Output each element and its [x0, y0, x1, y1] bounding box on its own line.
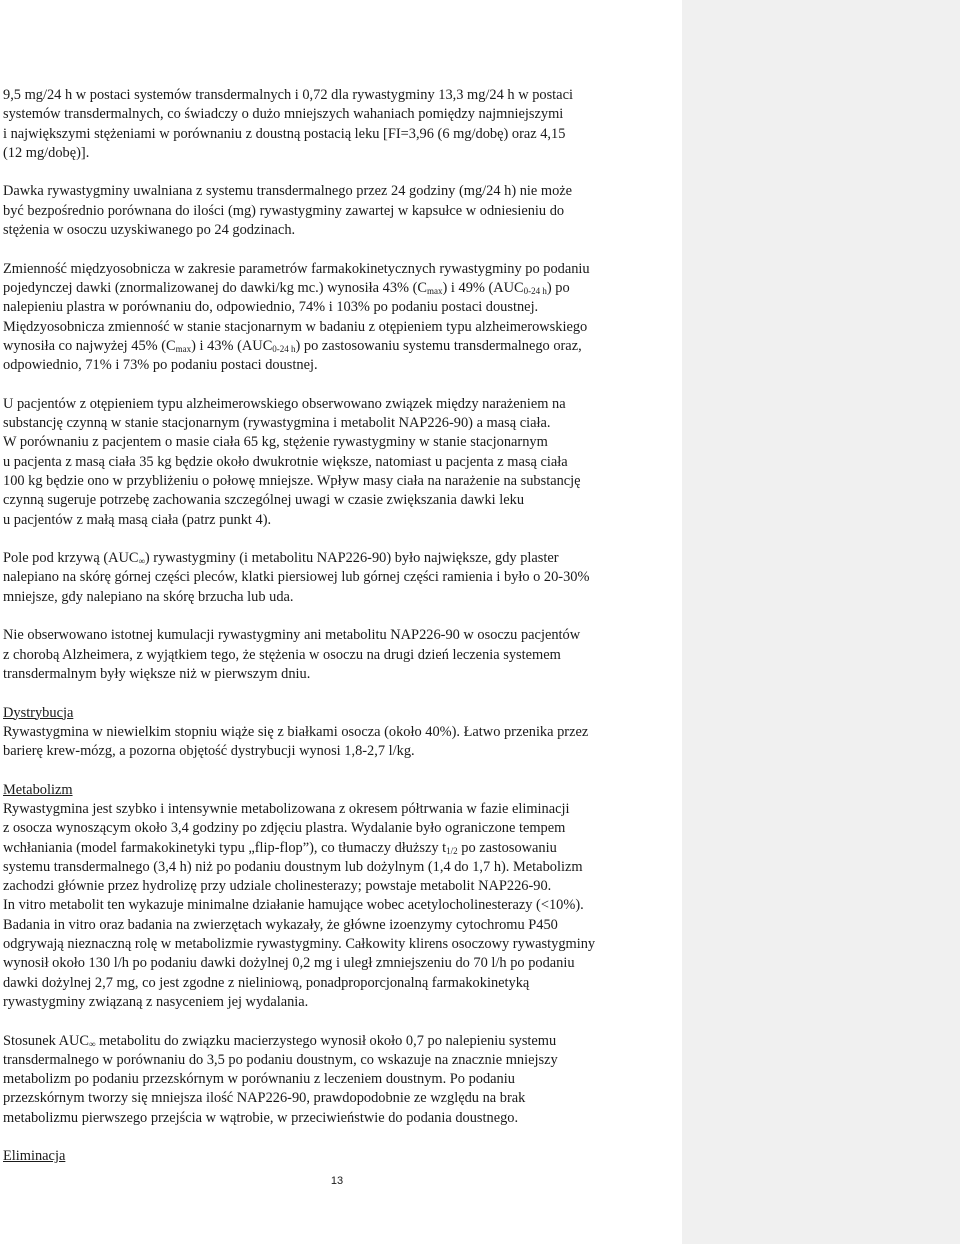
text-line: Rywastygmina jest szybko i intensywnie metabolizowana z okresem półtrwania w fazie eliminacji — [3, 800, 570, 817]
text-line: 9,5 mg/24 h w postaci systemów transdermalnych i 0,72 dla rywastygminy 13,3 mg/24 h w postaci — [3, 87, 573, 103]
text-line: z chorobą Alzheimera, z wyjątkiem tego, że stężenia w osoczu na drugi dzień leczenia systemem — [3, 646, 561, 663]
text-line: substancję czynną w stanie stacjonarnym (rywastygmina i metabolit NAP226-90) a masą ciała. — [3, 415, 551, 432]
document-body — [3, 86, 675, 1167]
text-line: systemów transdermalnych, co świadczy o dużo mniejszych wahaniach pomiędzy najmniejszymi — [3, 106, 564, 123]
text-line: Zmienność międzyosobnicza w zakresie parametrów farmakokinetycznych rywastygminy po podaniu — [3, 260, 590, 277]
text-line: mniejsze, gdy nalepiano na skórę brzucha lub uda. — [3, 588, 294, 605]
paragraph-variability — [3, 260, 675, 376]
text-line: W porównaniu z pacjentem o masie ciała 65 kg, stężenie rywastygminy w stanie stacjonarnym — [3, 434, 548, 451]
text-line: i największymi stężeniami w porównaniu z doustną postacią leku [FI=3,96 (6 mg/dobę) oraz 4,15 — [3, 125, 566, 142]
section-metabolism — [3, 781, 675, 1013]
section-heading-distribution: Dystrybucja — [3, 704, 74, 721]
comment-margin-pane — [682, 0, 960, 1244]
text-line: U pacjentów z otępieniem typu alzheimerowskiego obserwowano związek między narażeniem na — [3, 395, 566, 412]
text-line: przezskórnym tworzy się mniejsza ilość NAP226-90, prawdopodobnie ze względu na brak — [3, 1090, 526, 1107]
text-line: barierę krew-mózg, a pozorna objętość dystrybucji wynosi 1,8-2,7 l/kg. — [3, 743, 415, 760]
text-line: stężenia w osoczu uzyskiwanego po 24 godzinach. — [3, 222, 296, 239]
text-line: zachodzi głównie przez hydrolizę przy udziale cholinesterazy; powstaje metabolit NAP226-90. — [3, 878, 552, 895]
paragraph-auc-ratio — [3, 1032, 675, 1128]
text-line: wchłaniania (model farmakokinetyki typu „flip-flop”), co tłumaczy dłuższy $t_{1/2}$ po zastosowaniu — [3, 839, 557, 856]
section-heading-elimination: Eliminacja — [3, 1148, 66, 1165]
text-line: In vitro metabolit ten wykazuje minimalne działanie hamujące wobec acetylocholinesterazy (<10%). — [3, 897, 584, 914]
text-line: Badania in vitro oraz badania na zwierzętach wykazały, że główne izoenzymy cytochromu P450 — [3, 916, 558, 933]
text-line: (12 mg/dobę)]. — [3, 144, 90, 161]
text-line: metabolizm po podaniu przezskórnym w porównaniu z leczeniem doustnym. Po podaniu — [3, 1071, 515, 1088]
text-line: nalepiano na skórę górnej części pleców, klatki piersiowej lub górnej części ramienia i było o 20-30% — [3, 569, 590, 586]
text-line: rywastygminy związaną z nasyceniem jej wydalania. — [3, 993, 309, 1010]
section-distribution — [3, 704, 675, 762]
text-line: Pole pod krzywą $(AUC_\infty)$ rywastygminy (i metabolitu NAP226-90) było największe, gdy plaster — [3, 550, 559, 567]
text-line: metabolizmu pierwszego przejścia w wątrobie, w przeciwieństwie do podania doustnego. — [3, 1109, 519, 1126]
text-line: Nie obserwowano istotnej kumulacji rywastygminy ani metabolitu NAP226-90 w osoczu pacjentów — [3, 627, 581, 644]
text-line: transdermalnym były większe niż w pierwszym dniu. — [3, 665, 311, 682]
page-number: 13 — [330, 1175, 344, 1187]
text-line: wynosił około 130 l/h po podaniu dawki dożylnej 0,2 mg i uległ zmniejszeniu do 70 l/h po podaniu — [3, 955, 575, 972]
text-line: 100 kg będzie ono w przybliżeniu o połowę mniejsze. Wpływ masy ciała na narażenie na substancję — [3, 472, 581, 489]
text-line: transdermalnego w porównaniu do 3,5 po podaniu doustnym, co wskazuje na znacznie mniejszy — [3, 1051, 558, 1068]
text-line: dawki dożylnej 2,7 mg, co jest zgodne z nieliniową, ponadproporcjonalną farmakokinetyką — [3, 974, 530, 991]
text-line: systemu transdermalnego (3,4 h) niż po podaniu doustnym lub dożylnym (1,4 do 1,7 h). Metabolizm — [3, 858, 583, 875]
text-line: odgrywają nieznaczną rolę w metabolizmie rywastygminy. Całkowity klirens osoczowy rywastygminy — [3, 936, 596, 953]
text-line: z osocza wynoszącym około 3,4 godziny po zdjęciu plastra. Wydalanie było ograniczone tempem — [3, 820, 566, 837]
paragraph-application-site — [3, 549, 675, 607]
text-line: Dawka rywastygminy uwalniana z systemu transdermalnego przez 24 godziny (mg/24 h) nie może — [3, 183, 573, 200]
paragraph-dose-release — [3, 182, 675, 240]
text-line: pojedynczej dawki (znormalizowanej do dawki/kg mc.) wynosiła 43% $(C_{max})$ i 49% $(AUC_{0-24 h})$ po — [3, 279, 570, 296]
section-elimination — [3, 1147, 675, 1166]
paragraph-accumulation — [3, 626, 675, 684]
text-line: Międzyosobnicza zmienność w stanie stacjonarnym w badaniu z otępieniem typu alzheimerowskiego — [3, 318, 588, 335]
text-line: u pacjenta z masą ciała 35 kg będzie około dwukrotnie większe, natomiast u pacjenta z masą ciała — [3, 453, 568, 470]
text-line: u pacjentów z małą masą ciała (patrz punkt 4). — [3, 511, 272, 528]
text-line: czynną sugeruje potrzebę zachowania szczególnej uwagi w czasie zwiększania dawki leku — [3, 492, 525, 509]
text-line: odpowiednio, 71% i 73% po podaniu postaci doustnej. — [3, 357, 318, 374]
text-line: Stosunek $AUC_\infty$ metabolitu do związku macierzystego wynosił około 0,7 po nalepieniu systemu — [3, 1032, 557, 1049]
text-line: Rywastygmina w niewielkim stopniu wiąże się z białkami osocza (około 40%). Łatwo przenika przez — [3, 723, 589, 740]
text-line: wynosiła co najwyżej 45% $(C_{max})$ i 43% $(AUC_{0-24 h})$ po zastosowaniu systemu transdermalnego oraz, — [3, 337, 582, 354]
paragraph-fluctuation — [3, 86, 675, 163]
paragraph-body-weight — [3, 395, 675, 530]
text-line: być bezpośrednio porównana do ilości (mg) rywastygminy zawartej w kapsułce w odniesieniu do — [3, 202, 565, 219]
section-heading-metabolism: Metabolizm — [3, 781, 73, 798]
text-line: nalepieniu plastra w porównaniu do, odpowiednio, 74% i 103% po podaniu postaci doustnej. — [3, 299, 539, 316]
